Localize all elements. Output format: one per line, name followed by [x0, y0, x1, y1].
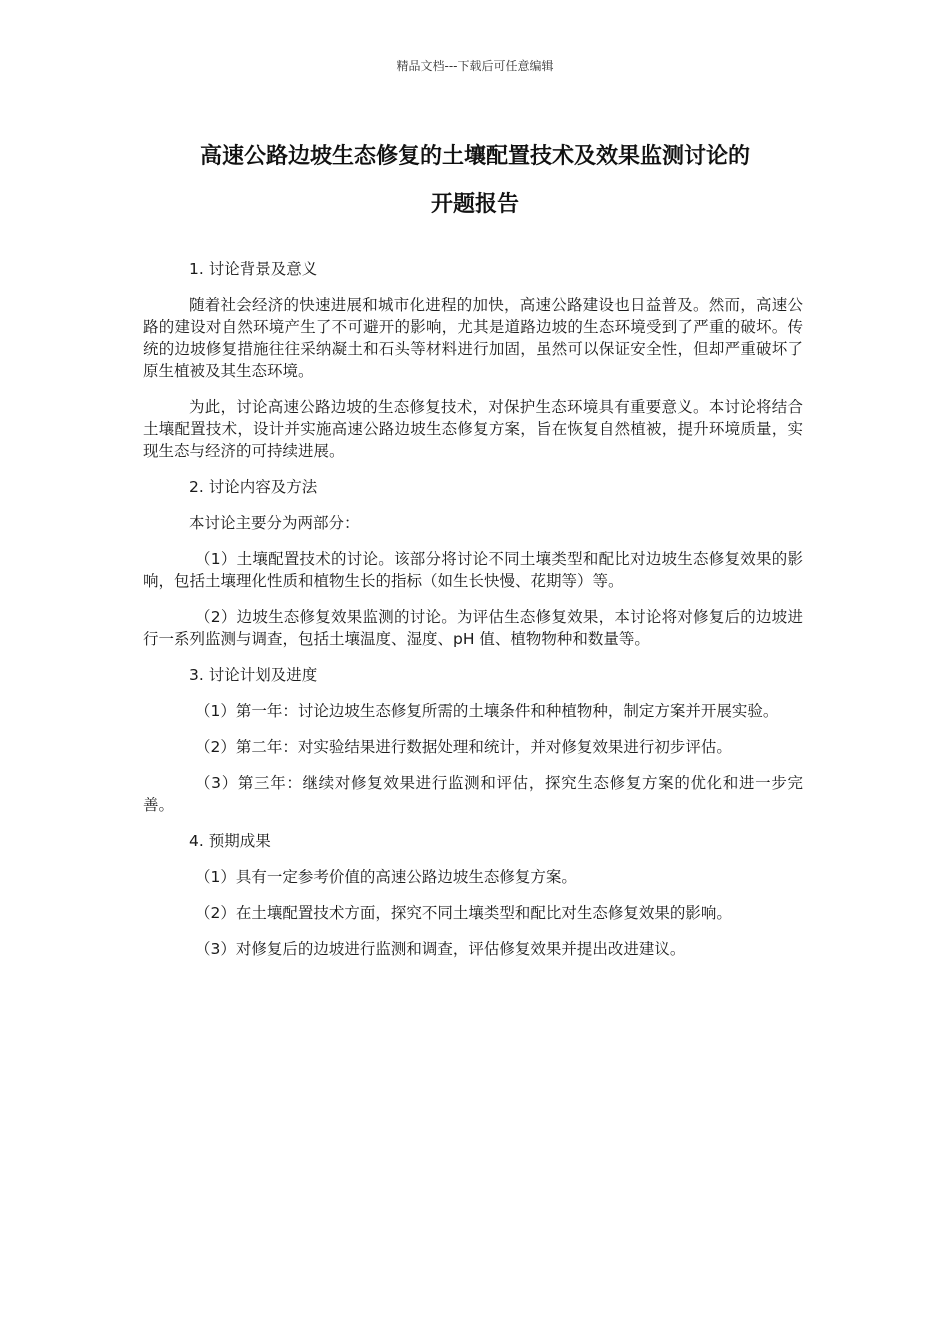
section-4-heading: 4. 预期成果: [189, 832, 271, 850]
header-note: 精品文档---下载后可任意编辑: [396, 59, 554, 73]
section-1-paragraph-2: 为此，讨论高速公路边坡的生态修复技术，对保护生态环境具有重要意义。本讨论将结合土壤配置技术，设计并实施高速公路边坡生态修复方案，旨在恢复自然植被，提升环境质量，实现生态与经济的可持续进展。: [143, 398, 803, 460]
section-2-item-2: （2）边坡生态修复效果监测的讨论。为评估生态修复效果，本讨论将对修复后的边坡进行一系列监测与调查，包括土壤温度、湿度、pH 值、植物物种和数量等。: [143, 608, 803, 648]
section-4-item-2: （2）在土壤配置技术方面，探究不同土壤类型和配比对生态修复效果的影响。: [195, 904, 732, 922]
section-4-item-1: （1）具有一定参考价值的高速公路边坡生态修复方案。: [195, 868, 577, 886]
document-body: [143, 258, 803, 974]
section-4-item-3: （3）对修复后的边坡进行监测和调查，评估修复效果并提出改进建议。: [195, 940, 686, 958]
section-3-item-2: （2）第二年：对实验结果进行数据处理和统计，并对修复效果进行初步评估。: [195, 738, 732, 756]
section-1-paragraph-1: 随着社会经济的快速进展和城市化进程的加快，高速公路建设也日益普及。然而，高速公路的建设对自然环境产生了不可避开的影响，尤其是道路边坡的生态环境受到了严重的破坏。传统的边坡修复措施往往采纳凝土和石头等材料进行加固，虽然可以保证安全性，但却严重破坏了原生植被及其生态环境。: [143, 296, 803, 380]
section-2-item-1: （1）土壤配置技术的讨论。该部分将讨论不同土壤类型和配比对边坡生态修复效果的影响，包括土壤理化性质和植物生长的指标（如生长快慢、花期等）等。: [143, 550, 803, 590]
section-3-heading: 3. 讨论计划及进度: [189, 666, 318, 684]
title-line-1: 高速公路边坡生态修复的土壤配置技术及效果监测讨论的: [199, 144, 750, 169]
section-3-item-3: （3）第三年：继续对修复效果进行监测和评估，探究生态修复方案的优化和进一步完善。: [143, 774, 803, 814]
title-line-2: 开题报告: [430, 192, 519, 217]
section-1-heading: 1. 讨论背景及意义: [189, 260, 318, 278]
document-title: [140, 133, 810, 229]
section-3-item-1: （1）第一年：讨论边坡生态修复所需的土壤条件和种植物种，制定方案并开展实验。: [195, 702, 779, 720]
section-2-intro: 本讨论主要分为两部分：: [189, 514, 360, 532]
section-2-heading: 2. 讨论内容及方法: [189, 478, 318, 496]
